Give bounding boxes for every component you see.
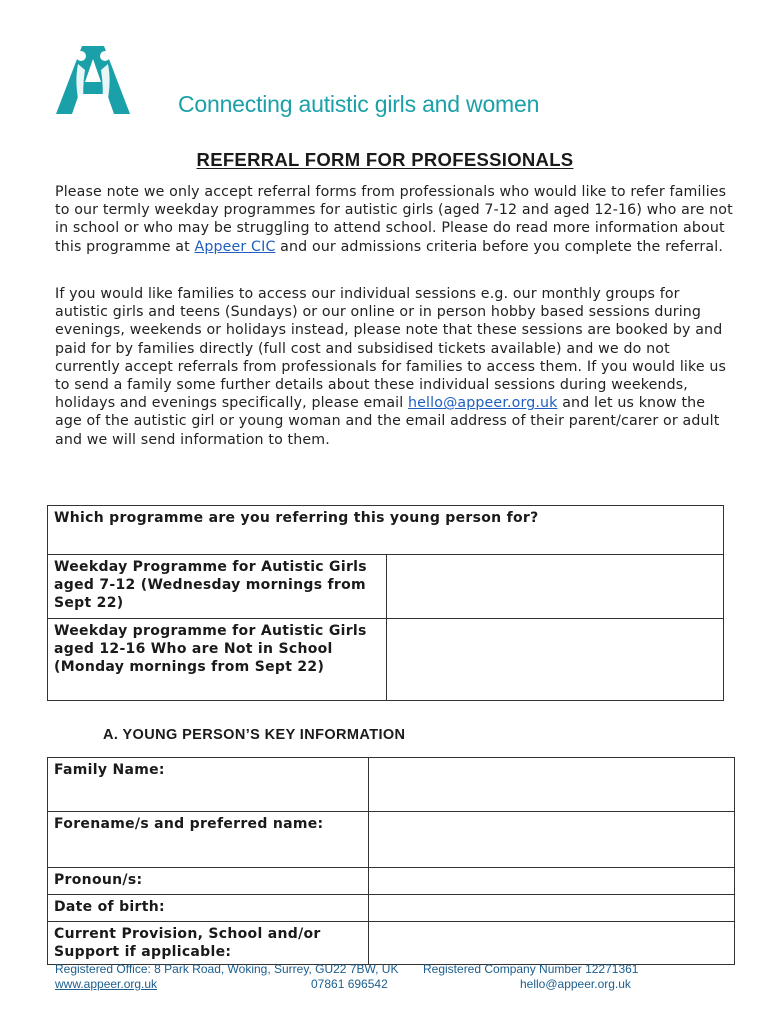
dob-label: Date of birth: — [48, 895, 369, 922]
footer-company-number: Registered Company Number 12271361 — [423, 962, 639, 976]
intro-paragraph-1: Please note we only accept referral forms from professionals who would like to refer families to our termly weekday programmes for autistic girls (aged 7-12 and aged 12-16) who are not in school or who may be struggling to attend school. Please do read more information about this programme at Appeer CIC and our admissions criteria before you complete the referral. — [55, 184, 733, 255]
family-name-label: Family Name: — [48, 758, 369, 812]
section-a-heading: A. YOUNG PERSON’S KEY INFORMATION — [103, 727, 406, 743]
young-person-table — [47, 757, 735, 965]
footer-email[interactable]: hello@appeer.org.uk — [520, 977, 631, 991]
programme-table — [47, 505, 724, 701]
programme-field-7-12[interactable] — [387, 555, 724, 619]
footer-phone: 07861 696542 — [311, 977, 388, 991]
provision-label: Current Provision, School and/or Support if applicable: — [48, 922, 369, 965]
forename-field[interactable] — [369, 812, 735, 868]
dob-field[interactable] — [369, 895, 735, 922]
pronouns-field[interactable] — [369, 868, 735, 895]
tagline: Connecting autistic girls and women — [178, 91, 540, 117]
email-link[interactable]: hello@appeer.org.uk — [408, 395, 558, 412]
provision-field[interactable] — [369, 922, 735, 965]
programme-label-12-16: Weekday programme for Autistic Girls aged 12-16 Who are Not in School (Monday mornings from Sept 22) — [48, 619, 387, 701]
footer-website-link[interactable]: www.appeer.org.uk — [55, 977, 158, 991]
appeer-cic-link[interactable]: Appeer CIC — [194, 238, 276, 255]
family-name-field[interactable] — [369, 758, 735, 812]
forename-label: Forename/s and preferred name: — [48, 812, 369, 868]
appeer-logo-icon — [52, 44, 134, 116]
page-title: REFERRAL FORM FOR PROFESSIONALS — [196, 149, 574, 170]
footer-office: Registered Office: 8 Park Road, Woking, Surrey, GU22 7BW, UK — [55, 962, 399, 976]
programme-field-12-16[interactable] — [387, 619, 724, 701]
intro-paragraph-2: If you would like families to access our individual sessions e.g. our monthly groups for autistic girls and teens (Sundays) or our online or in person hobby based sessions during evenings, weekends or holidays instead, please note that these sessions are booked by and paid for by families directly (full cost and subsidised tickets available) and we do not currently accept referrals from professionals for families to access them. If you would like us to send a family some further details about these individual sessions during weekends, holidays and evenings specifically, please email hello@appeer.org.uk and let us know the age of the autistic girl or young woman and the email address of their parent/carer or adult and we will send information to them. — [55, 286, 727, 448]
programme-label-7-12: Weekday Programme for Autistic Girls aged 7-12 (Wednesday mornings from Sept 22) — [48, 555, 387, 619]
programme-question: Which programme are you referring this young person for? — [48, 506, 724, 555]
pronouns-label: Pronoun/s: — [48, 868, 369, 895]
